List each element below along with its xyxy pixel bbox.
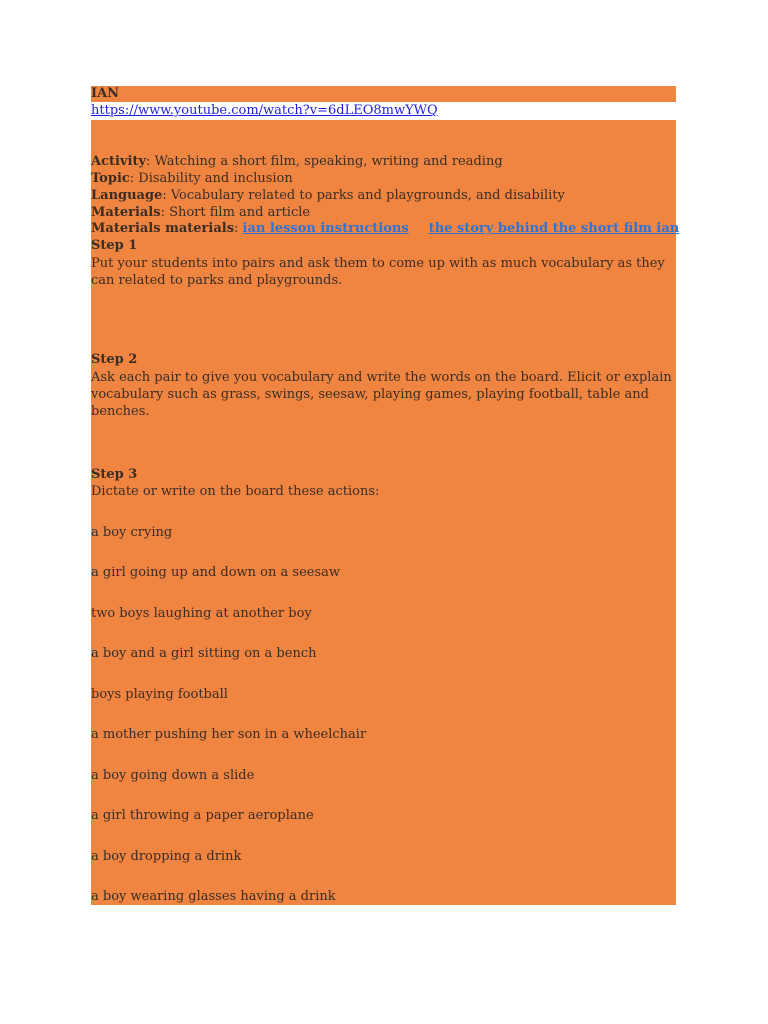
action-item: boys playing football xyxy=(91,687,228,702)
materials-label: Materials xyxy=(91,205,161,220)
materials2-sep: : xyxy=(234,221,243,236)
title-bar xyxy=(91,86,676,102)
language-value: : Vocabulary related to parks and playgrounds, and disability xyxy=(162,188,565,203)
action-item: a boy and a girl sitting on a bench xyxy=(91,646,317,661)
materials-line xyxy=(91,205,310,221)
activity-line xyxy=(91,154,503,170)
document-title: IAN xyxy=(91,86,120,101)
topic-label: Topic xyxy=(91,171,130,186)
action-item: a boy crying xyxy=(91,525,173,540)
step-1-text: Put your students into pairs and ask them to come up with as much vocabulary as they can related to parks and playgrounds. xyxy=(91,256,665,288)
activity-label: Activity xyxy=(91,154,146,169)
youtube-link[interactable]: https://www.youtube.com/watch?v=6dLEO8mwYWQ xyxy=(91,103,438,118)
step-3-text: Dictate or write on the board these actions: xyxy=(91,484,380,499)
action-item: a mother pushing her son in a wheelchair xyxy=(91,727,367,742)
action-item: a boy going down a slide xyxy=(91,768,255,783)
action-item: a boy dropping a drink xyxy=(91,849,242,864)
materials-links-line xyxy=(91,221,679,237)
content-block xyxy=(91,120,676,905)
materials2-label: Materials materials xyxy=(91,221,235,236)
topic-line xyxy=(91,171,293,187)
language-line xyxy=(91,188,565,204)
step-3-heading: Step 3 xyxy=(91,467,138,482)
story-behind-film-link[interactable]: the story behind the short film ian xyxy=(428,221,680,236)
activity-value: : Watching a short film, speaking, writing and reading xyxy=(146,154,503,169)
step-2-text: Ask each pair to give you vocabulary and write the words on the board. Elicit or explain vocabulary such as grass, swings, seesaw, playing games, playing football, table and benches. xyxy=(91,370,672,419)
action-item: a girl going up and down on a seesaw xyxy=(91,565,341,580)
step-2-heading: Step 2 xyxy=(91,352,138,367)
step-1-heading: Step 1 xyxy=(91,238,138,253)
lesson-instructions-link[interactable]: ian lesson instructions xyxy=(242,221,409,236)
language-label: Language xyxy=(91,188,163,203)
action-item: a girl throwing a paper aeroplane xyxy=(91,808,314,823)
materials-value: : Short film and article xyxy=(160,205,311,220)
topic-value: : Disability and inclusion xyxy=(129,171,293,186)
action-item: two boys laughing at another boy xyxy=(91,606,312,621)
action-item: a boy wearing glasses having a drink xyxy=(91,889,336,904)
